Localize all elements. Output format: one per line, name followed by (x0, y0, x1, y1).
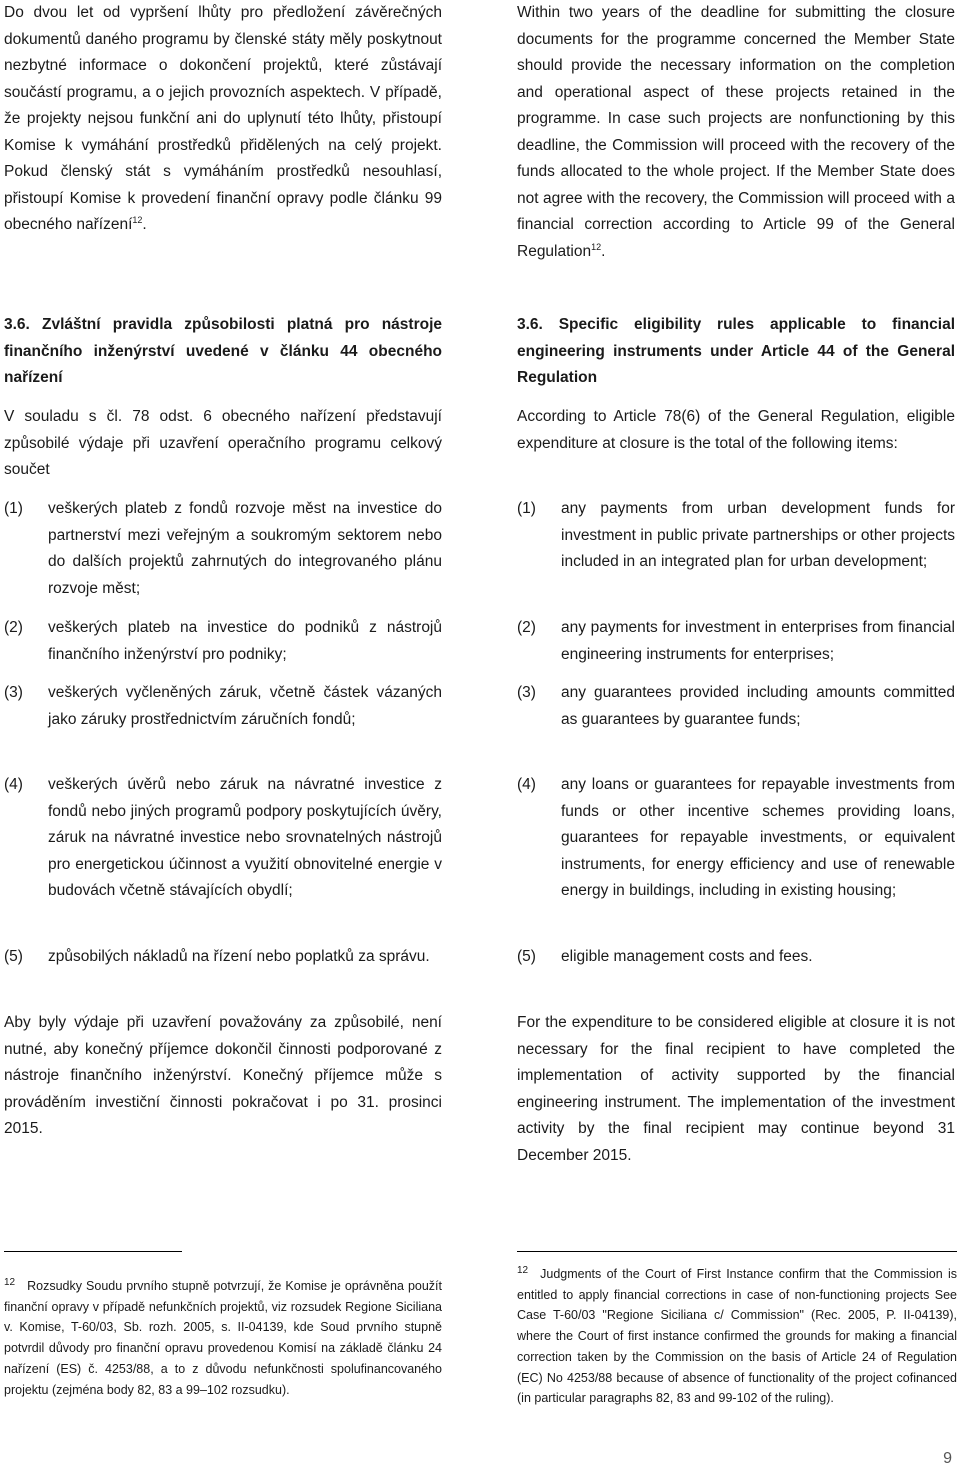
en-section-heading: 3.6. Specific eligibility rules applicable to financial engineering instruments under Article 44 of the General Regulation (517, 316, 955, 386)
list-item: (5) eligible management costs and fees. (517, 948, 813, 965)
list-item: (3) veškerých vyčleněných záruk, včetně částek vázaných jako záruky prostřednictvím záručních fondů; (4, 684, 442, 728)
cz-closing-paragraph: Aby byly výdaje při uzavření považovány za způsobilé, není nutné, aby konečný příjemce dokončil činnosti podporované z nástroje finančního inženýrství. Konečný příjemce může s prováděním investiční činnosti pokračovat i po 31. prosinci 2015. (4, 1014, 442, 1137)
list-item: (3) any guarantees provided including amounts committed as guarantees by guarantee funds; (517, 684, 955, 728)
cz-footnote-separator (4, 1251, 182, 1252)
list-item: (1) veškerých plateb z fondů rozvoje měst na investice do partnerství mezi veřejným a soukromým sektorem nebo do dalších projektů zahrnutých do integrovaného plánu rozvoje měst; (4, 500, 442, 597)
list-item: (4) any loans or guarantees for repayable investments from funds or other incentive schemes providing loans, guarantees for repayable investments, or equivalent instruments, for energy efficiency and use of renewable energy in buildings, including in existing housing; (517, 776, 955, 899)
footnote-reference[interactable]: 12 (132, 214, 143, 225)
list-item: (5) způsobilých nákladů na řízení nebo poplatků za správu. (4, 948, 430, 965)
footnote-number: 12 (4, 1276, 16, 1288)
cz-paragraph-deadline: Do dvou let od vypršení lhůty pro předložení závěrečných dokumentů daného programu by členské státy měly poskytnout nezbytné informace o dokončení projektů, které zůstávají součástí programu, a o jejich provozních aspektech. V případě, že projekty nejsou funkční ani do uplynutí této lhůty, přistoupí Komise k vymáhání prostředků přidělených na celý projekt. Pokud členský stát s vymáháním prostředků nesouhlasí, přistoupí Komise k provedení finanční opravy podle článku 99 obecného nařízení$^{12}$. (4, 4, 442, 233)
list-item: (4) veškerých úvěrů nebo záruk na návratné investice z fondů nebo jiných programů podpory poskytujících úvěry, záruk na návratné investice nebo srovnatelných nástrojů pro energetickou účinnost a využití obnovitelné energie v budovách včetně stávajících obydlí; (4, 776, 442, 899)
list-item: (2) any payments for investment in enterprises from financial engineering instruments for enterprises; (517, 619, 955, 663)
cz-footnote: $^{12}$ Rozsudky Soudu prvního stupně potvrzují, že Komise je oprávněna použít finanční opravy v případě nefunkčních projektů, viz rozsudek Regione Siciliana v. Komise, T-60/03, Sb. rozh. 2005, s. II-04139, kde Soud prvního stupně potvrdil důvody pro finanční opravu provedenou Komisí na základě článku 24 nařízení (ES) č. 4253/88, a to z důvodu nefunkčnosti spolufinancovaného projektu (zejména body 82, 83 a 99–102 rozsudku). (4, 1276, 442, 1397)
cz-intro-paragraph: V souladu s čl. 78 odst. 6 obecného nařízení představují způsobilé výdaje při uzavření operačního programu celkový součet (4, 408, 442, 478)
footnote-number: 12 (517, 1264, 529, 1276)
en-footnote: $^{12}$ Judgments of the Court of First Instance confirm that the Commission is entitled to apply financial corrections in case of non-functioning projects See Case T-60/03 "Regione Siciliana c/ Commission" (Rec. 2005, P. II-04139), where the Court of first instance confirmed the grounds for making a financial correction taken by the Commission on the basis of Article 24 of Regulation (EC) No 4253/88 because of absence of functionality of the project cofinanced (in particular paragraphs 82, 83 and 99-102 of the ruling). (517, 1264, 957, 1406)
en-closing-paragraph: For the expenditure to be considered eligible at closure it is not necessary for the final recipient to have completed the implementation of activity supported by the financial engineering instrument. The implementation of the investment activity by the final recipient may continue beyond 31 December 2015. (517, 1014, 955, 1164)
list-item: (1) any payments from urban development funds for investment in public private partnerships or other projects included in an integrated plan for urban development; (517, 500, 955, 570)
en-footnote-separator (517, 1251, 957, 1252)
en-paragraph-deadline: Within two years of the deadline for submitting the closure documents for the programme concerned the Member State should provide the necessary information on the completion and operational aspect of these projects retained in the programme. In case such projects are nonfunctioning by this deadline, the Commission will proceed with the recovery of the funds allocated to the whole project. If the Member State does not agree with the recovery, the Commission will proceed with a financial correction according to Article 99 of the General Regulation$^{12}$. (517, 4, 955, 260)
page-number: 9 (943, 1450, 952, 1467)
footnote-reference[interactable]: 12 (591, 241, 602, 252)
en-intro-paragraph: According to Article 78(6) of the General Regulation, eligible expenditure at closure is the total of the following items: (517, 408, 955, 452)
list-item: (2) veškerých plateb na investice do podniků z nástrojů finančního inženýrství pro podniky; (4, 619, 442, 663)
cz-section-heading: 3.6. Zvláštní pravidla způsobilosti platná pro nástroje finančního inženýrství uvedené v článku 44 obecného nařízení (4, 316, 442, 386)
